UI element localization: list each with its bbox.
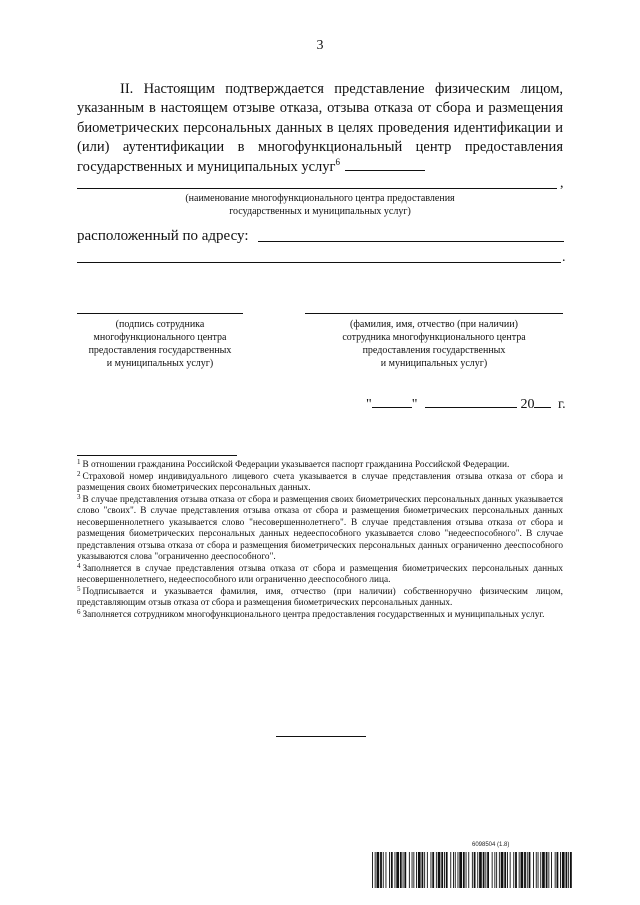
barcode-bar [441,852,443,888]
caption-line: государственных и муниципальных услуг) [229,206,411,217]
fio-caption [324,318,544,370]
barcode-bar [504,852,506,888]
barcode-bar [436,852,437,888]
date-line [366,396,566,413]
barcode-bar [466,852,467,888]
date-month-field[interactable] [425,396,517,408]
barcode-bar [455,852,456,888]
mfc-name-comma: , [560,176,564,191]
footnote-text: Подписывается и указывается фамилия, имя, отчество (при наличии) собственноручно физическим лицом, представляющим отзыв отказа от сбора и размещения биометрических персональных данных. [77,586,563,608]
barcode-bar [499,852,500,888]
barcode-bar [492,852,493,888]
mfc-name-field[interactable] [77,188,557,189]
footnote [77,492,563,564]
date-quote-open: " [366,397,372,412]
barcode-bar [560,852,561,888]
footnote-text: Страховой номер индивидуального лицевого счета указывается в случае представления отзыва отказа от сбора и размещения своих биометрических персональных данных. [77,471,563,493]
barcode-bar [483,852,485,888]
barcode-bar [438,852,441,888]
barcode-bar [533,852,534,888]
caption-line: (подпись сотрудника [115,319,205,330]
barcode-bar [424,852,425,888]
barcode-bar [409,852,410,888]
barcode-bar [519,852,520,888]
barcode-bar [542,852,545,888]
barcode-bar [521,852,524,888]
barcode-bar [380,852,382,888]
confirmation-paragraph [77,80,563,177]
barcode-bar [472,852,473,888]
footnote [77,607,563,622]
footnote [77,584,563,610]
barcode-bar [536,852,537,888]
date-year-prefix: 20 [520,397,535,412]
barcode-bar [453,852,454,888]
barcode-bar [391,852,393,888]
barcode-bar [524,852,526,888]
barcode-bar [377,852,380,888]
barcode-bar [396,852,399,888]
footnote-number: 1 [77,458,81,466]
barcode-bar [400,852,402,888]
barcode-bar [496,852,497,888]
barcode-bar [418,852,421,888]
footnote-ref: 6 [335,156,340,167]
barcode-bar [383,852,384,888]
barcode-bar [416,852,417,888]
page-number: 3 [316,38,324,53]
date-quote-close: " [411,397,418,412]
barcode-bar [389,852,390,888]
barcode-bar [463,852,465,888]
barcode-bar [444,852,445,888]
footnote-text: Заполняется сотрудником многофункционального центра предоставления государственных и муниципальных услуг. [82,609,545,620]
barcode-bar [540,852,541,888]
barcode-bar [422,852,424,888]
mfc-name-caption [77,192,563,218]
barcode-bar [395,852,396,888]
barcode-bar [510,852,511,888]
caption-line: многофункционального центра [93,332,227,343]
end-separator [276,736,366,737]
footnotes [77,460,563,621]
footnote [77,460,563,472]
caption-line: (наименование многофункционального центра предоставления [185,193,455,204]
footnote-number: 4 [77,561,81,570]
caption-line: и муниципальных услуг) [106,358,214,369]
barcode-bar [501,852,504,888]
footnote-text: В отношении гражданина Российской Федерации указывается паспорт гражданина Российской Федерации. [82,460,510,470]
barcode-bar [372,852,373,888]
barcode-bar [446,852,448,888]
barcode-bar [404,852,406,888]
footnote-number: 5 [77,584,81,593]
barcode-bar [458,852,459,888]
barcode-bar [570,852,572,888]
barcode-bar [513,852,514,888]
date-day-field[interactable] [372,396,412,408]
barcode-bar [562,852,565,888]
barcode-bar [386,852,387,888]
barcode-bar [474,852,476,888]
confirmation-text: II. Настоящим подтверждается представление физическим лицом, указанным в настоящем отзыве отказа, отзыва отказа от сбора и размещения биометрических персональных данных в целях проведения идентификации и (или) аутентификации в многофункциональный центр предоставления государственных и муниципальных услуг [77,81,563,175]
barcode-bar [427,852,428,888]
barcode-bar [538,852,539,888]
caption-line: (фамилия, имя, отчество (при наличии) [350,319,518,330]
footnote-number: 6 [77,607,81,616]
barcode-bar [485,852,486,888]
footnote-text: В случае представления отзыва отказа от сбора и размещения своих биометрических персональных данных указывается слово "своих". В случае представления отзыва отказа от сбора и размещения биометрических персональных данных несовершеннолетнего указывается слово "несовершеннолетнего". В случае представления отзыва отказа от сбора и размещения биометрических персональных данных недееспособного указывается слово "недееспособного". В случае представления отзыва отказа от сбора и размещения биометрических персональных данных ограниченно дееспособного указываются слова "ограниченно дееспособного". [77,494,563,562]
caption-line: сотрудника многофункционального центра [342,332,526,343]
barcode-bar [413,852,414,888]
footnote-number: 3 [77,492,81,501]
barcode-bar [494,852,495,888]
footnote [77,561,563,587]
barcode-bar [477,852,478,888]
footnote-number: 2 [77,469,81,478]
barcode-bar [459,852,462,888]
barcode-bar [557,852,559,888]
barcode-bar [527,852,528,888]
footnote [77,469,563,495]
barcode-bar [432,852,434,888]
barcode-bar [555,852,556,888]
address-field-1[interactable] [258,241,564,242]
footnote-text: Заполняется в случае представления отзыва отказа от сбора и размещения биометрических персональных данных несовершеннолетнего, недееспособного или ограниченно дееспособного лица. [77,563,563,585]
caption-line: предоставления государственных [88,345,232,356]
employee-fio-field[interactable] [305,313,563,314]
barcode-number: 6098504 (1.8) [472,842,510,848]
barcode-bar [546,852,548,888]
caption-line: предоставления государственных [362,345,506,356]
barcode-bar [479,852,482,888]
address-label: расположенный по адресу: [77,228,249,244]
barcode-bar [468,852,469,888]
barcode-bar [515,852,517,888]
barcode-bar [375,852,376,888]
caption-line: и муниципальных услуг) [380,358,488,369]
signature-caption [60,318,260,370]
barcode-bar [431,852,432,888]
barcode-bar [551,852,552,888]
date-year-suffix: г. [557,397,566,412]
barcode-bar [566,852,568,888]
barcode-bar [412,852,413,888]
employee-signature-field[interactable] [77,313,243,314]
barcode-bar [403,852,404,888]
barcode-bar [568,852,569,888]
barcode-bar [548,852,549,888]
address-end-period: . [562,250,566,265]
date-year-field[interactable] [534,396,551,408]
barcode-bar [487,852,489,888]
barcode-bar [529,852,531,888]
footnote-separator [77,455,237,456]
barcode-image [372,852,575,888]
address-field-2[interactable] [77,262,561,263]
barcode-bar [507,852,508,888]
barcode-bar [450,852,451,888]
mfc-name-field-start[interactable] [345,159,425,171]
